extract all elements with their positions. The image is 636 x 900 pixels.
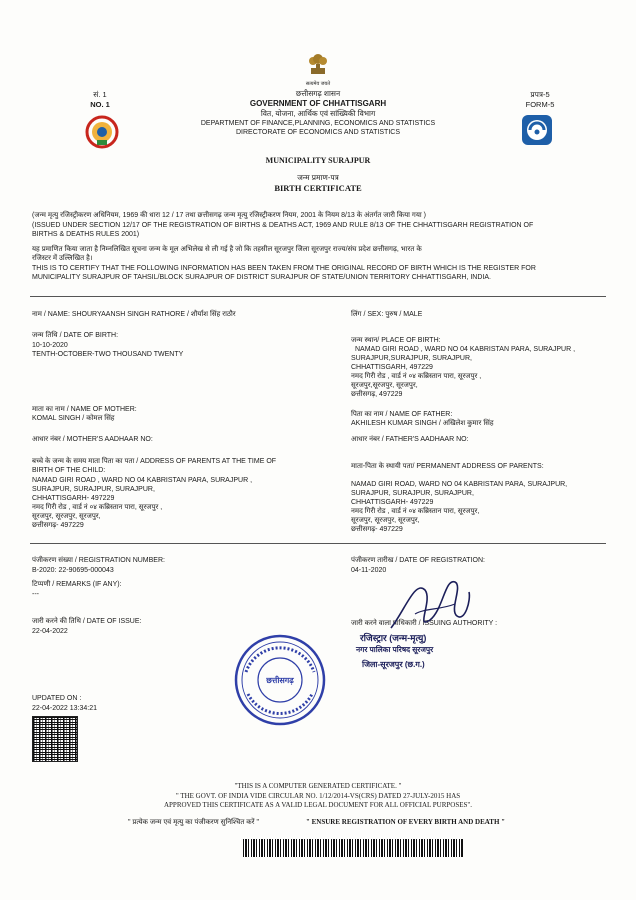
address-at-birth-line-1: NAMAD GIRI ROAD , WARD NO 04 KABRISTAN PARA, SURAJPUR ,: [32, 477, 253, 484]
issued-under-hindi: (जन्म मृत्यु रजिस्ट्रीकरण अधिनियम, 1969 की धारा 12 / 17 तथा छत्तीसगढ़ जन्म मृत्यु रजिस्ट्रीकरण नियम, 2001 के नियम 8/13 के अंतर्गत जारी किया गया ): [32, 212, 426, 219]
date-of-issue-value: 22-04-2022: [32, 628, 68, 635]
pob-line-2: SURAJPUR,SURAJPUR, SURAJPUR,: [351, 355, 472, 362]
footer-legal-validity: APPROVED THIS CERTIFICATE AS A VALID LEGAL DOCUMENT FOR ALL OFFICIAL PURPOSES".: [163, 801, 473, 809]
registration-number-label: पंजीकरण संख्या / REGISTRATION NUMBER:: [32, 557, 165, 564]
section-divider: [30, 543, 606, 544]
mother-label: माता का नाम / NAME OF MOTHER:: [32, 406, 137, 413]
registration-number-value: B-2020: 22-90695-000043: [32, 567, 114, 574]
father-name: AKHILESH KUMAR SINGH / अखिलेश कुमार सिंह: [351, 420, 494, 427]
address-at-birth-line-6: छत्तीसगढ़- 497229: [32, 522, 84, 529]
address-at-birth-label-2: BIRTH OF THE CHILD:: [32, 467, 106, 474]
municipality-name: MUNICIPALITY SURAJPUR: [265, 156, 371, 165]
dob-words: TENTH-OCTOBER-TWO THOUSAND TWENTY: [32, 351, 184, 358]
footer-ensure-registration-english: " ENSURE REGISTRATION OF EVERY BIRTH AND DEATH ": [306, 818, 506, 826]
pob-line-4: नमद गिरी रोड , वार्ड नं ०४ कब्रिस्तान पारा, सूरजपुर ,: [351, 373, 482, 380]
date-of-issue-label: जारी करने की तिथि / DATE OF ISSUE:: [32, 618, 142, 625]
state-hindi: छत्तीसगढ़ शासन: [295, 89, 341, 98]
remarks-value: ---: [32, 591, 39, 598]
updated-on-value: 22-04-2022 13:34:21: [32, 705, 97, 712]
permanent-address-line-3: CHHATTISGARH- 497229: [351, 499, 434, 506]
certificate-title-hindi: जन्म प्रमाण-पत्र: [297, 173, 339, 182]
serial-english: NO. 1: [90, 100, 110, 109]
issuing-authority-label: जारी करने वाला प्राधिकारी / ISSUING AUTHORITY :: [351, 620, 498, 627]
form-number-english: FORM-5: [525, 100, 555, 109]
issued-under-english-2: BIRTHS & DEATHS RULES 2001): [32, 231, 140, 238]
pob-line-3: CHHATTISGARH, 497229: [351, 364, 433, 371]
pob-line-5: सूरजपुर,सूरजपुर, सूरजपुर,: [351, 382, 418, 389]
permanent-address-line-5: सूरजपुर, सूरजपुर, सूरजपुर,: [351, 517, 420, 524]
certify-hindi-1: यह प्रमाणित किया जाता है निम्नलिखित सूचना जन्म के मूल अभिलेख से ली गई है जो कि तहसील सूरजपुर जिला सूरजपुर राज्य/संघ प्रदेश छत्तीसगढ़, भारत के: [32, 246, 422, 253]
chhattisgarh-logo-icon: [85, 115, 119, 149]
address-at-birth-line-5: सूरजपुर, सूरजपुर, सूरजपुर,: [32, 513, 101, 520]
issued-under-english-1: (ISSUED UNDER SECTION 12/17 OF THE REGISTRATION OF BIRTHS & DEATHS ACT, 1969 AND RULE 8/13 OF THE CHHATTISGARH REGISTRATION OF: [32, 222, 534, 229]
department-hindi: वित, योजना, आर्थिक एवं सांख्यिकी विभाग: [260, 109, 376, 118]
qr-code-icon: [32, 716, 78, 762]
father-aadhaar: आधार नंबर / FATHER'S AADHAAR NO:: [351, 436, 469, 443]
authority-stamp-line-1: रजिस्ट्रार (जन्म-मृत्यु): [360, 633, 427, 643]
emblem-motto: सत्यमेव जयते: [305, 81, 331, 87]
registration-date-label: पंजीकरण तारीख / DATE OF REGISTRATION:: [351, 557, 485, 564]
certificate-title-english: BIRTH CERTIFICATE: [274, 183, 362, 193]
pob-label: जन्म स्थान/ PLACE OF BIRTH:: [351, 337, 441, 344]
directorate: DIRECTORATE OF ECONOMICS AND STATISTICS: [236, 129, 400, 136]
section-divider: [30, 296, 606, 297]
permanent-address-label: माता-पिता के स्थायी पता/ PERMANENT ADDRESS OF PARENTS:: [351, 463, 544, 470]
permanent-address-line-2: SURAJPUR, SURAJPUR, SURAJPUR,: [351, 490, 474, 497]
certify-english-2: MUNICIPALITY SURAJPUR OF TAHSIL/BLOCK SURAJPUR OF DISTRICT SURAJPUR OF STATE/UNION TERRITORY CHHATTISGARH, INDIA.: [32, 274, 491, 281]
pob-line-1: NAMAD GIRI ROAD , WARD NO 04 KABRISTAN PARA, SURAJPUR ,: [355, 346, 576, 353]
address-at-birth-line-3: CHHATTISGARH- 497229: [32, 495, 115, 502]
updated-on-label: UPDATED ON :: [32, 695, 82, 702]
address-at-birth-label-1: बच्चे के जन्म के समय माता पिता का पता / ADDRESS OF PARENTS AT THE TIME OF: [32, 458, 277, 465]
child-name: नाम / NAME: SHOURYAANSH SINGH RATHORE / शौर्यांश सिंह राठौर: [32, 311, 236, 318]
certify-english-1: THIS IS TO CERTIFY THAT THE FOLLOWING INFORMATION HAS BEEN TAKEN FROM THE ORIGINAL RECORD OF BIRTH WHICH IS THE REGISTER FOR: [32, 265, 536, 272]
certify-hindi-2: रजिस्टर में उल्लिखित है।: [32, 255, 93, 262]
permanent-address-line-1: NAMAD GIRI ROAD, WARD NO 04 KABRISTAN PARA, SURAJPUR,: [351, 481, 568, 488]
department-english: DEPARTMENT OF FINANCE,PLANNING, ECONOMICS AND STATISTICS: [200, 120, 436, 127]
barcode-icon: [243, 839, 463, 857]
seal-center-text: छत्तीसगढ़: [266, 676, 294, 685]
registration-date-value: 04-11-2020: [351, 567, 387, 574]
address-at-birth-line-2: SURAJPUR, SURAJPUR, SURAJPUR,: [32, 486, 155, 493]
mother-aadhaar: आधार नंबर / MOTHER'S AADHAAR NO:: [32, 436, 153, 443]
crs-logo-icon: [520, 113, 554, 147]
authority-stamp-line-3: जिला-सूरजपुर (छ.ग.): [362, 660, 425, 669]
footer-computer-generated: "THIS IS A COMPUTER GENERATED CERTIFICATE. ": [234, 782, 402, 790]
footer-ensure-registration-hindi: " प्रत्येक जन्म एवं मृत्यु का पंजीकरण सुनिश्चित करें ": [128, 819, 259, 826]
form-number-hindi: प्रपत्र-5: [530, 90, 550, 99]
address-at-birth-line-4: नमद गिरी रोड , वार्ड नं ०४ कब्रिस्तान पारा, सूरजपुर ,: [32, 504, 163, 511]
permanent-address-line-4: नमद गिरी रोड , वार्ड नं ०४ कब्रिस्तान पारा, सूरजपुर,: [351, 508, 480, 515]
dob-value: 10-10-2020: [32, 342, 68, 349]
mother-name: KOMAL SINGH / कोमल सिंह: [32, 415, 115, 422]
government-title: GOVERNMENT OF CHHATTISGARH: [249, 99, 387, 108]
pob-line-6: छत्तीसगढ़, 497229: [351, 391, 403, 398]
child-sex: लिंग / SEX: पुरुष / MALE: [351, 311, 423, 318]
signature-icon: [385, 570, 475, 640]
permanent-address-line-6: छत्तीसगढ़- 497229: [351, 526, 403, 533]
remarks-label: टिप्पणी / REMARKS (IF ANY):: [32, 581, 122, 588]
authority-stamp-line-2: नगर पालिका परिषद सूरजपुर: [356, 645, 434, 654]
serial-hindi: सं. 1: [93, 90, 107, 99]
footer-circular: " THE GOVT. OF INDIA VIDE CIRCULAR NO. 1/12/2014-VS(CRS) DATED 27-JULY-2015 HAS: [175, 792, 461, 800]
national-emblem-icon: [302, 48, 334, 80]
father-label: पिता का नाम / NAME OF FATHER:: [351, 411, 453, 418]
dob-label: जन्म तिथि / DATE OF BIRTH:: [32, 332, 119, 339]
